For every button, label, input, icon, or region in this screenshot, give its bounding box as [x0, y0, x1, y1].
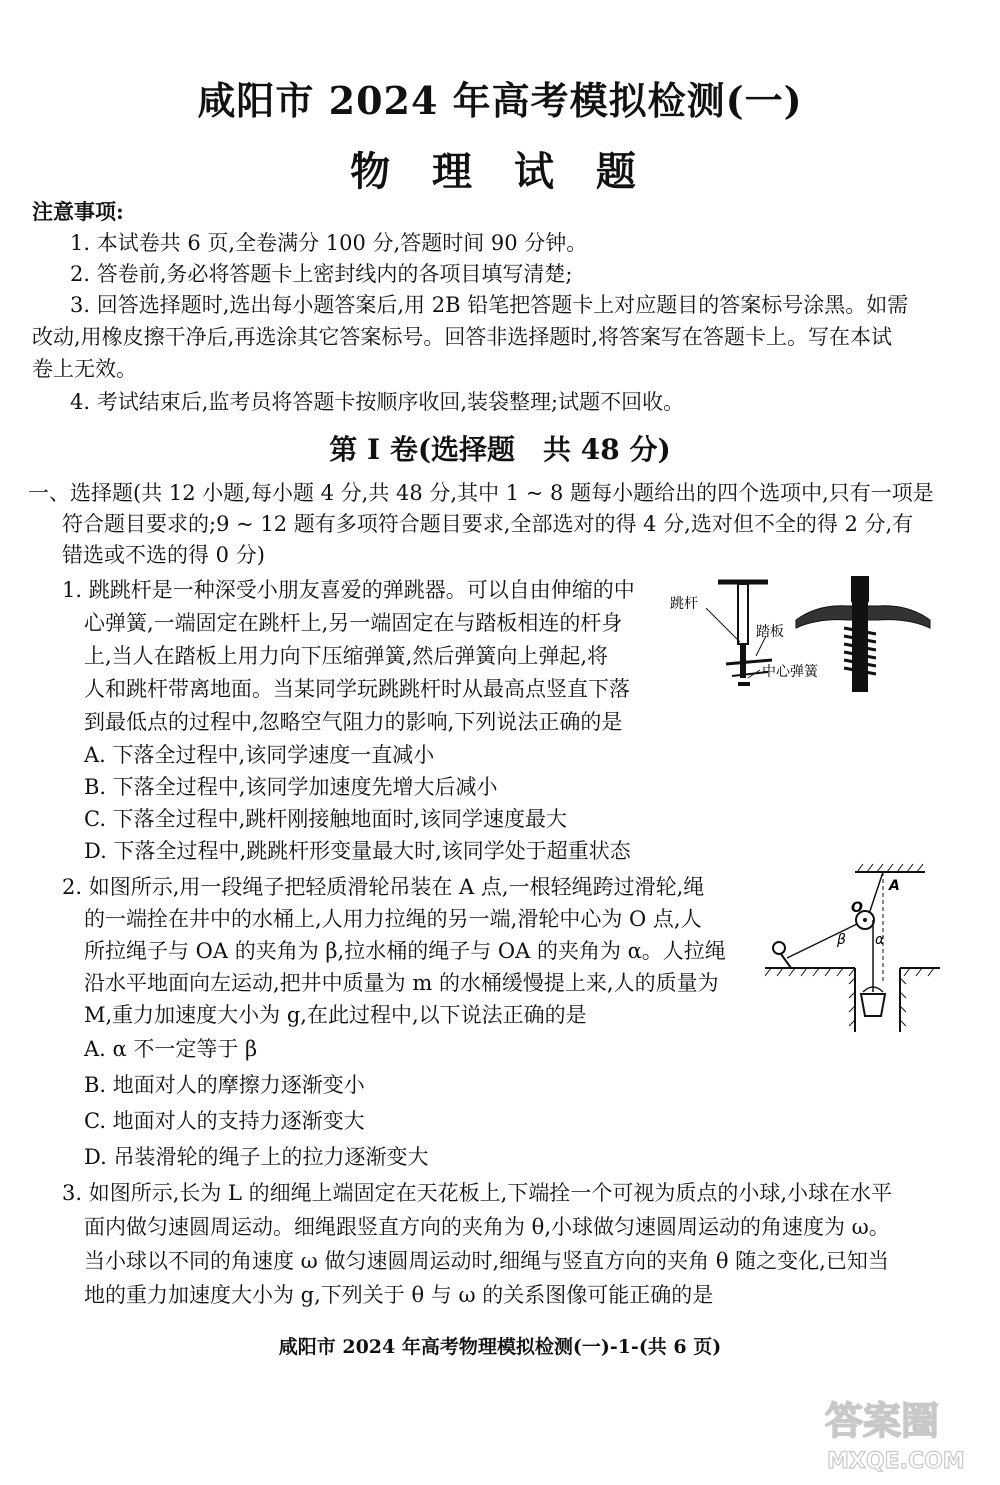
page-footer: 咸阳市 2024 年高考物理模拟检测(一)-1-(共 6 页)	[278, 1336, 722, 1358]
question-2-text: M,重力加速度大小为 g,在此过程中,以下说法正确的是	[84, 1003, 587, 1027]
question-1-option-a: A. 下落全过程中,该同学速度一直减小	[84, 743, 435, 767]
notice-line: 卷上无效。	[32, 357, 137, 381]
question-2-text: 2. 如图所示,用一段绳子把轻质滑轮吊装在 A 点,一根轻绳跨过滑轮,绳	[62, 875, 705, 899]
question-1-text: 1. 跳跳杆是一种深受小朋友喜爱的弹跳器。可以自由伸缩的中	[62, 578, 635, 602]
question-2-option-d: D. 吊装滑轮的绳子上的拉力逐渐变大	[84, 1145, 429, 1169]
question-2-option-c: C. 地面对人的支持力逐渐变大	[84, 1109, 365, 1133]
question-1-text: 到最低点的过程中,忽略空气阻力的影响,下列说法正确的是	[84, 710, 623, 734]
notice-heading: 注意事项:	[32, 199, 124, 224]
part-intro-line: 符合题目要求的;9 ~ 12 题有多项符合题目要求,全部选对的得 4 分,选对但不全的得 2 分,有	[62, 512, 914, 536]
question-1-text: 上,当人在踏板上用力向下压缩弹簧,然后弹簧向上弹起,将	[84, 644, 609, 668]
label-spring: 中心弹簧	[762, 664, 818, 680]
notice-line: 1. 本试卷共 6 页,全卷满分 100 分,答题时间 90 分钟。	[70, 231, 588, 255]
watermark-url: MXQE.COM	[827, 1449, 965, 1474]
exam-title: 咸阳市 2024 年高考模拟检测(一)	[197, 78, 803, 123]
notice-line: 2. 答卷前,务必将答题卡上密封线内的各项目填写清楚;	[70, 262, 573, 286]
section-title: 第 I 卷(选择题 共 48 分)	[329, 433, 671, 466]
notice-line: 3. 回答选择题时,选出每小题答案后,用 2B 铅笔把答题卡上对应题目的答案标号涂黑。如需	[70, 293, 909, 317]
notice-line: 4. 考试结束后,监考员将答题卡按顺序收回,装袋整理;试题不回收。	[70, 390, 685, 414]
pulley-well-figure	[765, 862, 965, 1037]
question-3-text: 地的重力加速度大小为 g,下列关于 θ 与 ω 的关系图像可能正确的是	[84, 1283, 714, 1307]
question-1-text: 人和跳杆带离地面。当某同学玩跳跳杆时从最高点竖直下落	[84, 677, 630, 701]
label-angle-beta: β	[837, 932, 846, 948]
question-3-text: 3. 如图所示,长为 L 的细绳上端固定在天花板上,下端拴一个可视为质点的小球,小球在水平	[62, 1181, 893, 1205]
question-1-option-c: C. 下落全过程中,跳杆刚接触地面时,该同学速度最大	[84, 807, 568, 831]
label-point-o: O	[851, 900, 863, 916]
part-intro-line: 一、选择题(共 12 小题,每小题 4 分,共 48 分,其中 1 ~ 8 题每小题给出的四个选项中,只有一项是	[28, 481, 934, 505]
question-2-option-b: B. 地面对人的摩擦力逐渐变小	[84, 1073, 365, 1097]
part-intro-line: 错选或不选的得 0 分)	[62, 543, 265, 567]
question-1-option-d: D. 下落全过程中,跳跳杆形变量最大时,该同学处于超重状态	[84, 839, 631, 863]
question-3-text: 面内做匀速圆周运动。细绳跟竖直方向的夹角为 θ,小球做匀速圆周运动的角速度为 ω。	[84, 1215, 890, 1239]
exam-subtitle: 物 理 试 题	[350, 148, 650, 195]
notice-line: 改动,用橡皮擦干净后,再选涂其它答案标号。回答非选择题时,将答案写在答题卡上。写在本试	[32, 325, 893, 349]
watermark-text: 答案圈	[825, 1399, 940, 1443]
label-pole: 跳杆	[670, 596, 698, 612]
watermark-logo	[815, 1392, 985, 1477]
question-1-text: 心弹簧,一端固定在跳杆上,另一端固定在与踏板相连的杆身	[84, 611, 623, 635]
label-angle-alpha: α	[875, 932, 885, 948]
question-2-option-a: A. α 不一定等于 β	[84, 1037, 258, 1061]
label-point-a: A	[889, 878, 900, 894]
question-3-text: 当小球以不同的角速度 ω 做匀速圆周运动时,细绳与竖直方向的夹角 θ 随之变化,已知当	[84, 1249, 889, 1273]
question-2-text: 所拉绳子与 OA 的夹角为 β,拉水桶的绳子与 OA 的夹角为 α。人拉绳	[84, 939, 726, 963]
pogo-stick-figure	[668, 572, 968, 697]
label-pedal: 踏板	[756, 624, 784, 640]
question-2-text: 的一端拴在井中的水桶上,人用力拉绳的另一端,滑轮中心为 O 点,人	[84, 907, 702, 931]
question-2-text: 沿水平地面向左运动,把井中质量为 m 的水桶缓慢提上来,人的质量为	[84, 971, 719, 995]
question-1-option-b: B. 下落全过程中,该同学加速度先增大后减小	[84, 775, 498, 799]
